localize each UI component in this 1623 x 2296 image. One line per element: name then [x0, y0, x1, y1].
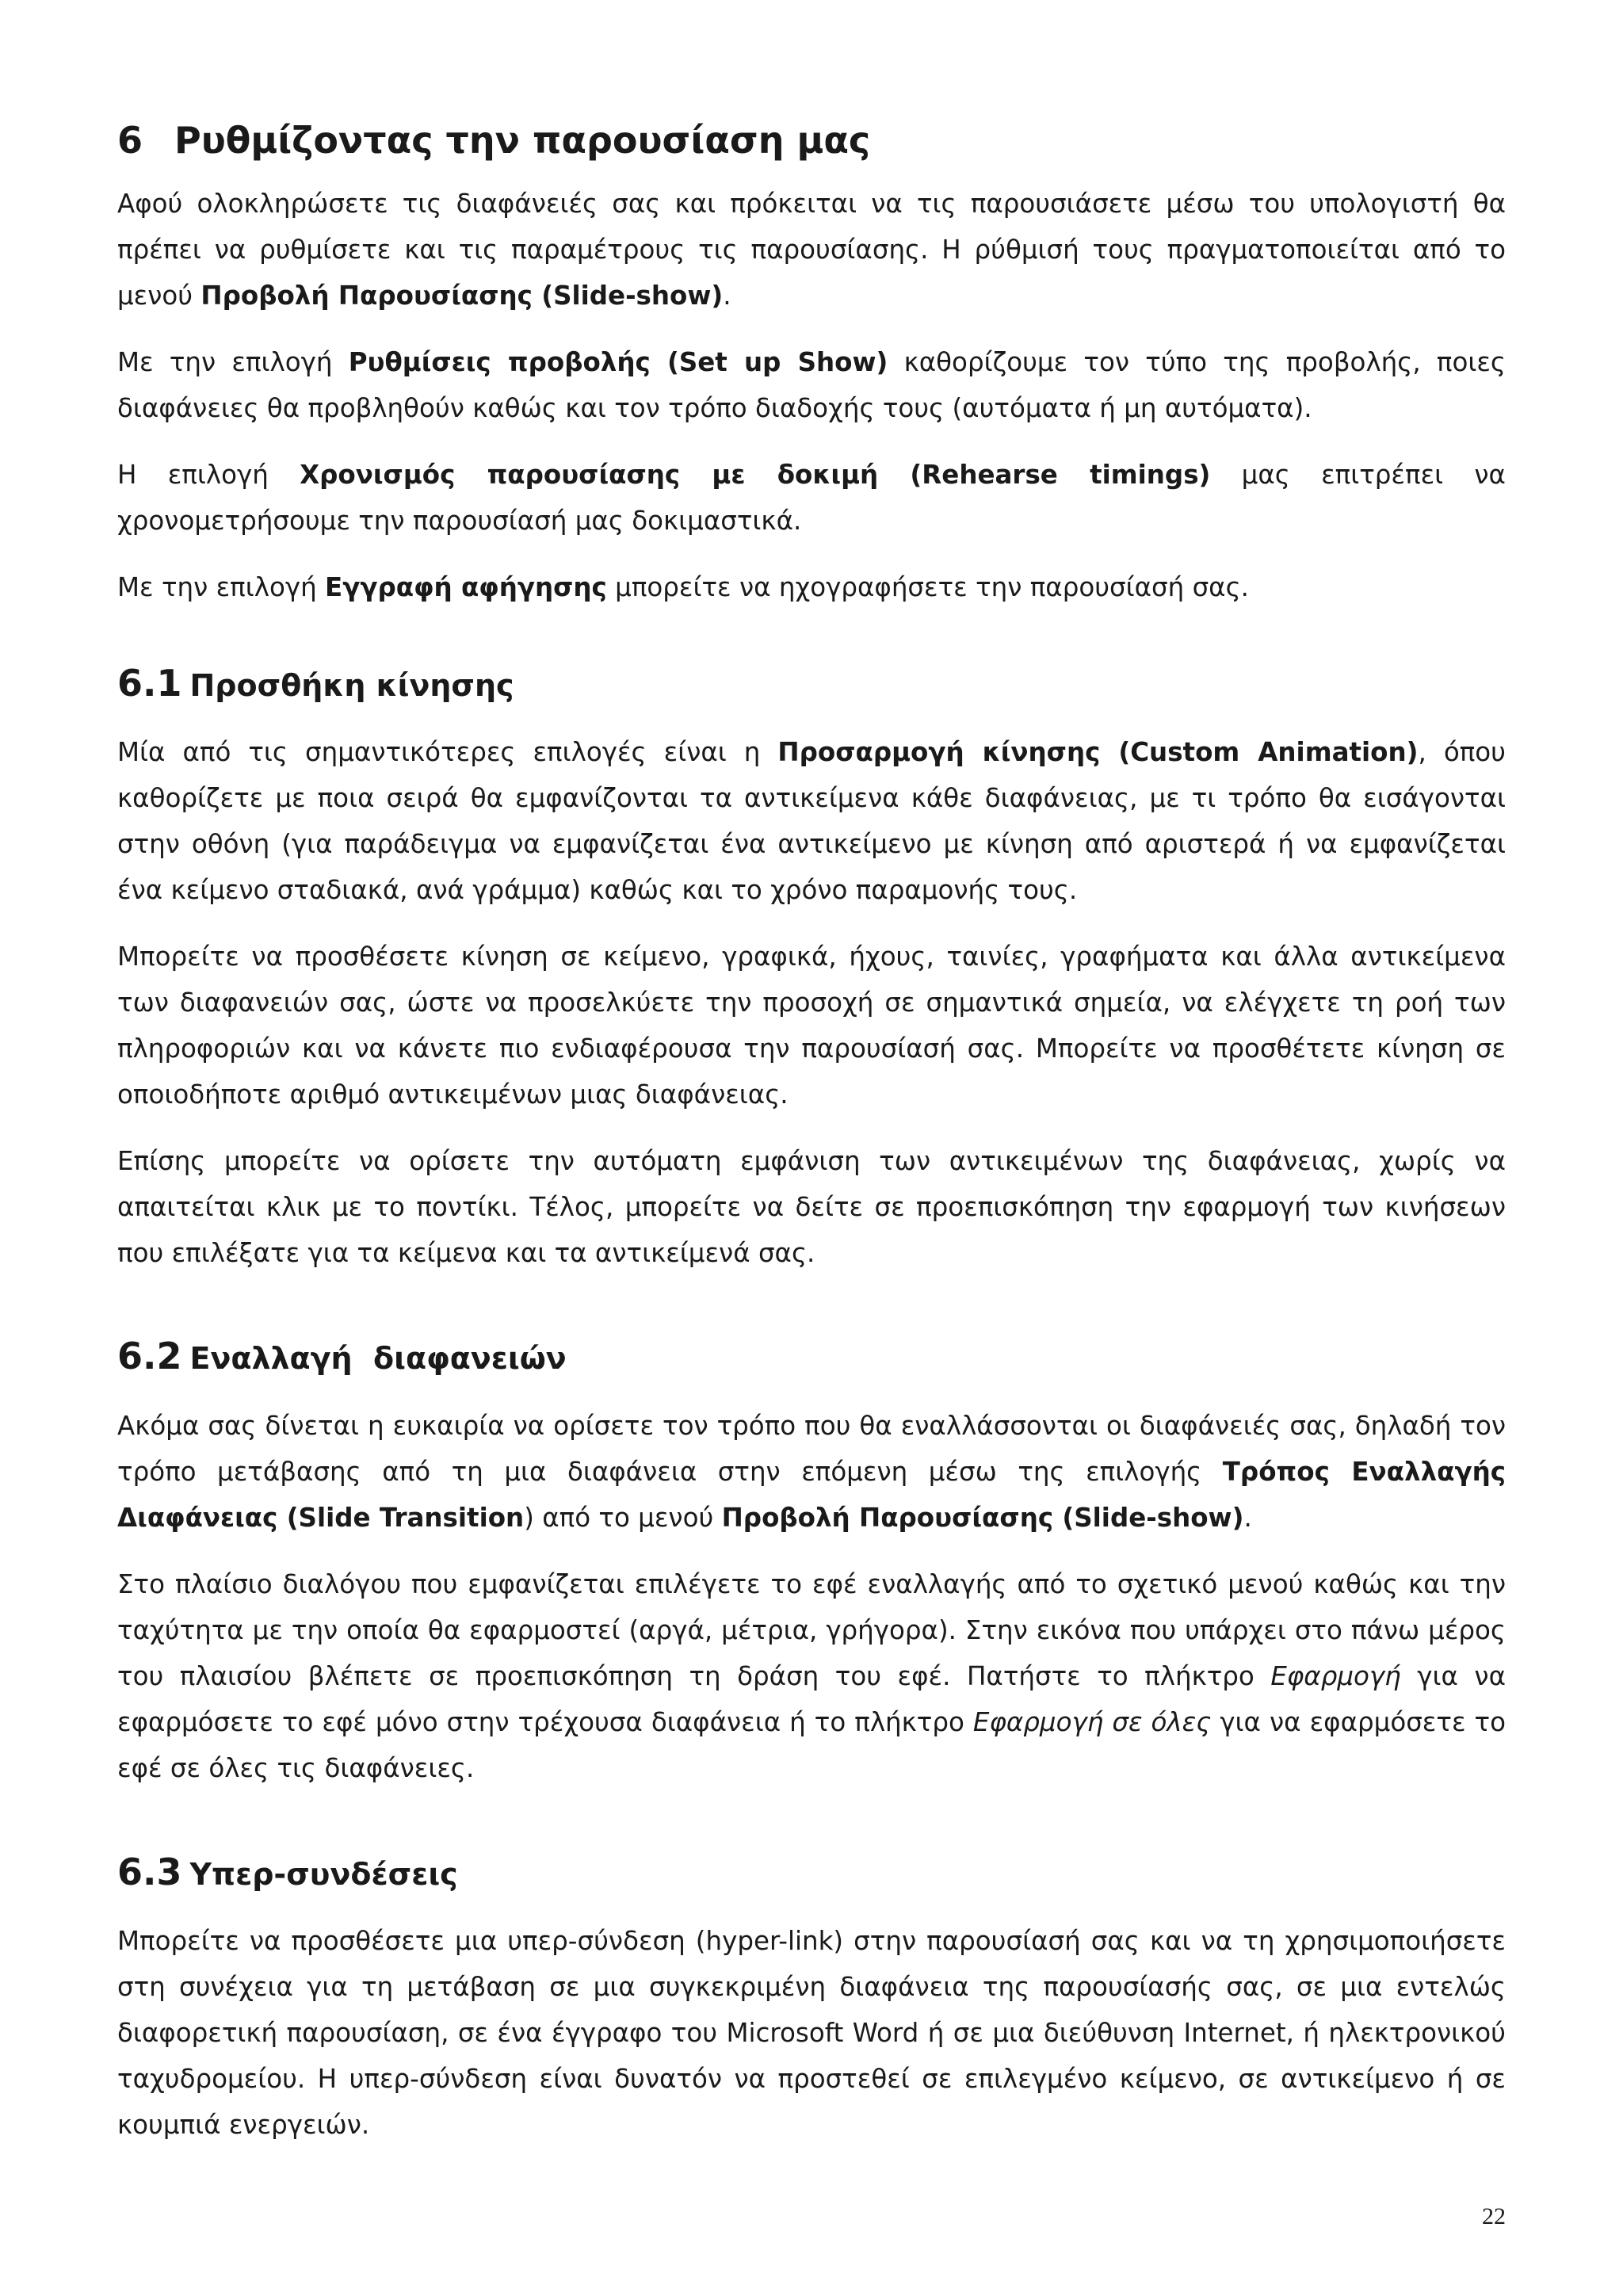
text-run: Με την επιλογή [117, 572, 325, 602]
section-6-2-number: 6.2 [117, 1335, 182, 1377]
section-6-paragraph-2 [117, 339, 1506, 431]
section-6-3-heading [117, 1851, 458, 1893]
section-6-1-title: Προσθήκη κίνησης [189, 668, 514, 703]
text-run: Στο πλαίσιο διαλόγου που εμφανίζεται επιλέγετε το εφέ εναλλαγής από το σχετικό μενού καθώς και την ταχύτητα με την οποία θα εφαρμοστεί (αργά, μέτρια, γρήγορα). Στην εικόνα που υπάρχει στο πάνω μέρος του πλαισίου βλέπετε σε προεπισκόπηση τη δράση του εφέ. Πατήστε το πλήκτρο [117, 1569, 1506, 1691]
text-run: , όπου καθορίζετε με ποια σειρά θα εμφανίζονται τα αντικείμενα κάθε διαφάνειας, με τι τρόπο θα εισάγονται στην οθόνη (για παράδειγμα να εμφανίζεται ένα αντικείμενο με κίνηση από αριστερά ή να εμφανίζεται ένα κείμενο σταδιακά, ανά γράμμα) καθώς και το χρόνο παραμονής τους. [117, 737, 1506, 905]
page-number: 22 [1482, 2203, 1506, 2229]
section-6-1-paragraph-1 [117, 729, 1506, 913]
text-run: Η επιλογή [117, 460, 300, 490]
section-6-3-title: Υπερ-συνδέσεις [189, 1857, 458, 1892]
section-6-1-number: 6.1 [117, 662, 182, 705]
section-6-number: 6 [117, 119, 143, 162]
bold-option-name: Χρονισμός παρουσίασης με δοκιμή (Rehearse timings) [300, 460, 1211, 490]
italic-button-name: Εφαρμογή [1270, 1661, 1401, 1691]
text-run: Με την επιλογή [117, 347, 349, 377]
bold-option-name: Εγγραφή αφήγησης [325, 572, 607, 602]
text-run: Αφού ολοκληρώσετε τις διαφάνειές σας και πρόκειται να τις παρουσιάσετε μέσω του υπολογιστή θα πρέπει να ρυθμίσετε και τις παραμέτρους τις παρουσίασης. Η ρύθμισή τους πραγματοποιείται από το μενού [117, 189, 1506, 311]
bold-menu-name: Προβολή Παρουσίασης (Slide-show) [200, 281, 724, 311]
section-6-1-paragraph-2: Μπορείτε να προσθέσετε κίνηση σε κείμενο, γραφικά, ήχους, ταινίες, γραφήματα και άλλα αντικείμενα των διαφανειών σας, ώστε να προσελκύετε την προσοχή σε σημαντικά σημεία, να ελέγχετε τη ροή των πληροφοριών και να κάνετε πιο ενδιαφέρουσα την παρουσίασή σας. Μπορείτε να προσθέτετε κίνηση σε οποιοδήποτε αριθμό αντικειμένων μιας διαφάνειας. [117, 942, 1506, 1110]
text-run: μας επιτρέπει να χρονομετρήσουμε την παρουσίασή μας δοκιμαστικά. [117, 460, 1506, 536]
bold-option-name: Τρόπος Εναλλαγής Διαφάνειας (Slide Transition [117, 1457, 1506, 1533]
section-6-2-paragraph-2 [117, 1561, 1506, 1791]
italic-button-name: Εφαρμογή σε όλες [972, 1707, 1212, 1737]
text-run: μπορείτε να ηχογραφήσετε την παρουσίασή σας. [606, 572, 1249, 602]
text-run: ) από το μενού [524, 1503, 722, 1533]
text-run: Μία από τις σημαντικότερες επιλογές είναι η [117, 737, 778, 767]
text-run: . [723, 281, 731, 311]
section-6-paragraph-1 [117, 181, 1506, 319]
section-6-3-number: 6.3 [117, 1851, 182, 1893]
text-run: για να εφαρμόσετε το εφέ μόνο στην τρέχουσα διαφάνεια ή το πλήκτρο [117, 1661, 1506, 1737]
text-run: για να εφαρμόσετε το εφέ σε όλες τις διαφάνειες. [117, 1707, 1506, 1783]
text-run: Ακόμα σας δίνεται η ευκαιρία να ορίσετε τον τρόπο που θα εναλλάσσονται οι διαφάνειές σας, δηλαδή τον τρόπο μετάβασης από τη μια διαφάνεια στην επόμενη μέσω της επιλογής [117, 1411, 1506, 1487]
section-6-3-paragraph-1: Μπορείτε να προσθέσετε μια υπερ-σύνδεση (hyper-link) στην παρουσίασή σας και να τη χρησιμοποιήσετε στη συνέχεια για τη μετάβαση σε μια συγκεκριμένη διαφάνεια της παρουσίασής σας, σε μια εντελώς διαφορετική παρουσίαση, σε ένα έγγραφο του Microsoft Word ή σε μια διεύθυνση Internet, ή ηλεκτρονικού ταχυδρομείου. Η υπερ-σύνδεση είναι δυνατόν να προστεθεί σε επιλεγμένο κείμενο, σε αντικείμενο ή σε κουμπιά ενεργειών. [117, 1926, 1506, 2140]
section-6-heading [117, 119, 870, 162]
section-6-2-heading [117, 1335, 567, 1377]
section-6-paragraph-3 [117, 452, 1506, 544]
text-run: . [1243, 1503, 1252, 1533]
section-6-paragraph-4 [117, 564, 1506, 610]
section-6-1-heading [117, 662, 514, 705]
bold-option-name: Προσαρμογή κίνησης (Custom Animation) [777, 737, 1419, 767]
bold-menu-name: Προβολή Παρουσίασης (Slide-show) [721, 1503, 1244, 1533]
section-6-2-paragraph-1 [117, 1403, 1506, 1541]
text-run: καθορίζουμε τον τύπο της προβολής, ποιες διαφάνειες θα προβληθούν καθώς και τον τρόπο διαδοχής τους (αυτόματα ή μη αυτόματα). [117, 347, 1506, 423]
section-6-title: Ρυθμίζοντας την παρουσίαση μας [174, 119, 871, 162]
section-6-1-paragraph-3: Επίσης μπορείτε να ορίσετε την αυτόματη εμφάνιση των αντικειμένων της διαφάνειας, χωρίς να απαιτείται κλικ με το ποντίκι. Τέλος, μπορείτε να δείτε σε προεπισκόπηση την εφαρμογή των κινήσεων που επιλέξατε για τα κείμενα και τα αντικείμενά σας. [117, 1146, 1506, 1268]
section-6-2-title: Εναλλαγή διαφανειών [189, 1341, 567, 1376]
bold-option-name: Ρυθμίσεις προβολής (Set up Show) [348, 347, 888, 377]
